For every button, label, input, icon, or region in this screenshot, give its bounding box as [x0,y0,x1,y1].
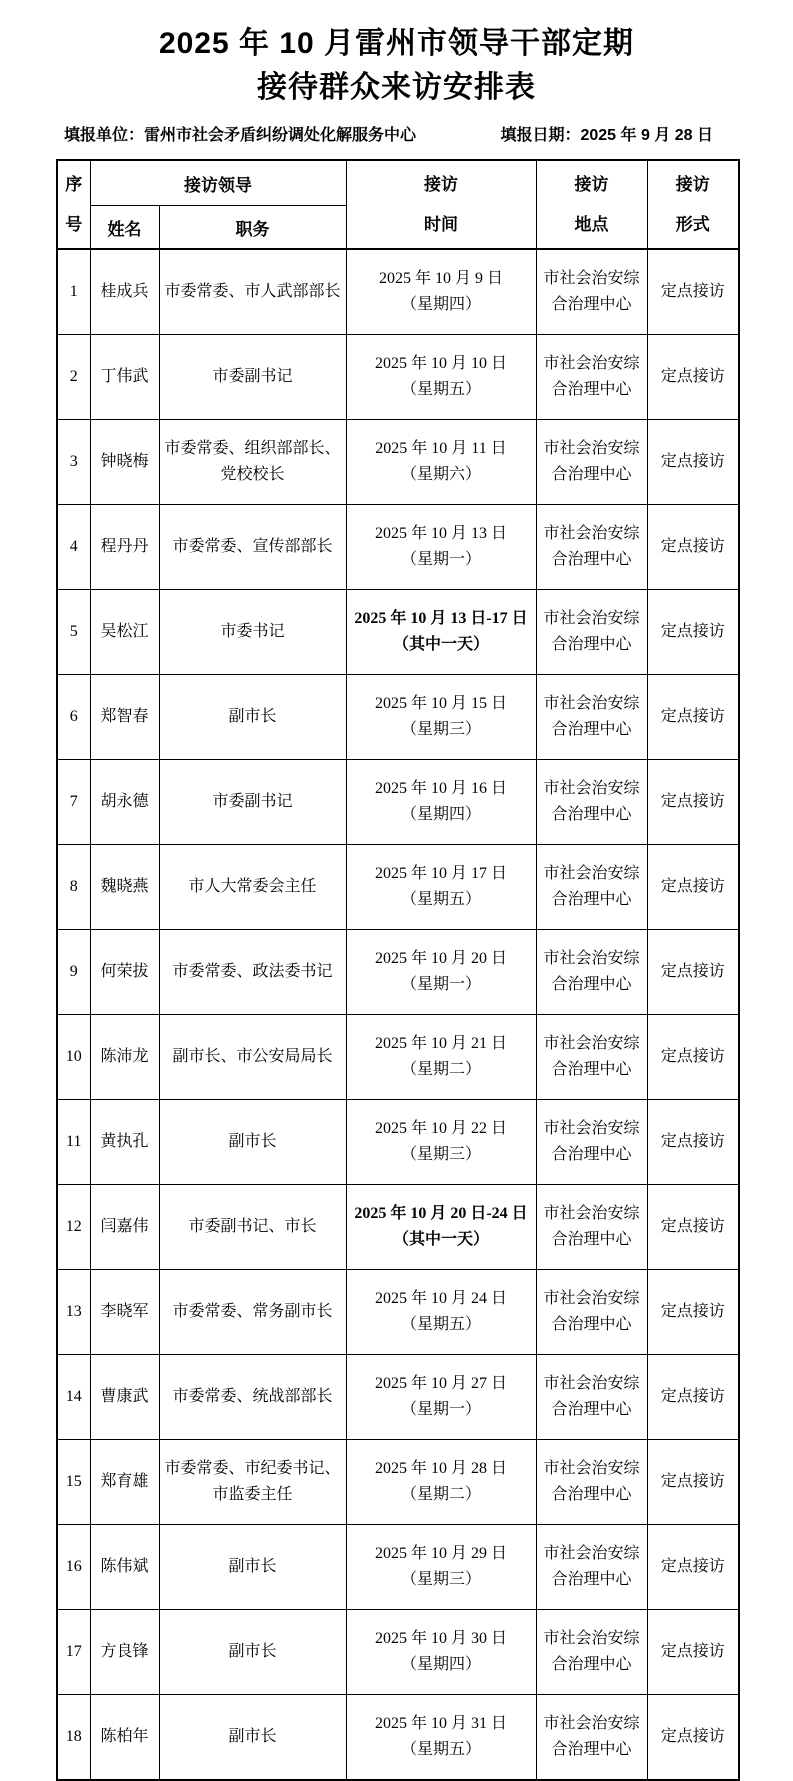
cell-duty: 副市长、市公安局局长 [159,1015,346,1100]
cell-time: 2025 年 10 月 20 日 （星期一） [346,930,536,1015]
cell-name: 钟晓梅 [90,420,159,505]
cell-place: 市社会治安综合治理中心 [536,590,647,675]
cell-form: 定点接访 [647,335,739,420]
cell-name: 陈柏年 [90,1695,159,1781]
header-time [346,160,536,249]
cell-name: 闫嘉伟 [90,1185,159,1270]
cell-time: 2025 年 10 月 13 日-17 日 （其中一天） [346,590,536,675]
cell-seq: 13 [57,1270,90,1355]
cell-form: 定点接访 [647,930,739,1015]
cell-time: 2025 年 10 月 15 日 （星期三） [346,675,536,760]
cell-time: 2025 年 10 月 21 日 （星期二） [346,1015,536,1100]
page-title [0,0,793,110]
page-title-line2: 接待群众来访安排表 [257,71,536,104]
cell-seq: 8 [57,845,90,930]
cell-form: 定点接访 [647,1100,739,1185]
cell-time: 2025 年 10 月 22 日 （星期三） [346,1100,536,1185]
header-seq-line2: 号 [65,214,83,234]
cell-seq: 4 [57,505,90,590]
cell-seq: 5 [57,590,90,675]
table-row [57,1185,739,1270]
cell-time: 2025 年 10 月 13 日 （星期一） [346,505,536,590]
cell-place: 市社会治安综合治理中心 [536,1525,647,1610]
header-name: 姓名 [90,206,159,250]
table-row [57,1695,739,1781]
cell-name: 方良锋 [90,1610,159,1695]
cell-place: 市社会治安综合治理中心 [536,760,647,845]
table-row [57,845,739,930]
cell-duty: 市委常委、统战部部长 [159,1355,346,1440]
table-row [57,590,739,675]
cell-duty: 市委副书记、市长 [159,1185,346,1270]
table-row [57,1610,739,1695]
cell-name: 黄执孔 [90,1100,159,1185]
header-form [647,160,739,249]
cell-place: 市社会治安综合治理中心 [536,675,647,760]
cell-seq: 18 [57,1695,90,1781]
cell-form: 定点接访 [647,1355,739,1440]
cell-duty: 市委副书记 [159,335,346,420]
cell-place: 市社会治安综合治理中心 [536,505,647,590]
table-header [57,160,739,249]
table-row [57,1100,739,1185]
cell-name: 胡永德 [90,760,159,845]
table-row [57,249,739,335]
cell-seq: 7 [57,760,90,845]
cell-form: 定点接访 [647,1440,739,1525]
cell-time: 2025 年 10 月 31 日 （星期五） [346,1695,536,1781]
cell-duty: 副市长 [159,675,346,760]
table-row [57,1440,739,1525]
cell-time: 2025 年 10 月 28 日 （星期二） [346,1440,536,1525]
cell-duty: 市委常委、政法委书记 [159,930,346,1015]
meta-row [64,126,713,146]
cell-seq: 15 [57,1440,90,1525]
cell-place: 市社会治安综合治理中心 [536,1100,647,1185]
cell-time: 2025 年 10 月 16 日 （星期四） [346,760,536,845]
cell-duty: 市委常委、市人武部部长 [159,249,346,335]
cell-name: 郑智春 [90,675,159,760]
cell-name: 李晓军 [90,1270,159,1355]
cell-place: 市社会治安综合治理中心 [536,420,647,505]
cell-name: 魏晓燕 [90,845,159,930]
header-seq [57,160,90,249]
table-row [57,420,739,505]
cell-form: 定点接访 [647,1610,739,1695]
cell-place: 市社会治安综合治理中心 [536,249,647,335]
table-row [57,930,739,1015]
table-row [57,335,739,420]
cell-form: 定点接访 [647,1185,739,1270]
cell-form: 定点接访 [647,420,739,505]
header-place-line2: 地点 [574,214,609,234]
header-form-line1: 接访 [675,174,710,194]
header-form-line2: 形式 [675,214,710,234]
cell-seq: 16 [57,1525,90,1610]
cell-duty: 副市长 [159,1100,346,1185]
cell-time: 2025 年 10 月 17 日 （星期五） [346,845,536,930]
cell-duty: 市委常委、宣传部部长 [159,505,346,590]
cell-place: 市社会治安综合治理中心 [536,845,647,930]
cell-form: 定点接访 [647,249,739,335]
cell-duty: 市委常委、市纪委书记、市监委主任 [159,1440,346,1525]
schedule-table [56,159,740,1781]
cell-time: 2025 年 10 月 11 日 （星期六） [346,420,536,505]
header-place-line1: 接访 [574,174,609,194]
table-row [57,675,739,760]
cell-place: 市社会治安综合治理中心 [536,1440,647,1525]
header-leader-group: 接访领导 [90,160,346,206]
cell-time: 2025 年 10 月 27 日 （星期一） [346,1355,536,1440]
cell-seq: 2 [57,335,90,420]
cell-duty: 市委常委、常务副市长 [159,1270,346,1355]
cell-place: 市社会治安综合治理中心 [536,930,647,1015]
cell-seq: 11 [57,1100,90,1185]
cell-seq: 12 [57,1185,90,1270]
cell-name: 陈伟斌 [90,1525,159,1610]
cell-duty: 副市长 [159,1525,346,1610]
header-duty: 职务 [159,206,346,250]
cell-place: 市社会治安综合治理中心 [536,335,647,420]
cell-form: 定点接访 [647,1270,739,1355]
cell-place: 市社会治安综合治理中心 [536,1355,647,1440]
cell-form: 定点接访 [647,675,739,760]
cell-duty: 市委副书记 [159,760,346,845]
cell-seq: 17 [57,1610,90,1695]
header-seq-line1: 序 [65,174,83,194]
cell-place: 市社会治安综合治理中心 [536,1270,647,1355]
header-place [536,160,647,249]
cell-form: 定点接访 [647,505,739,590]
page-title-line1: 2025 年 10 月雷州市领导干部定期 [158,27,635,60]
cell-name: 程丹丹 [90,505,159,590]
cell-seq: 14 [57,1355,90,1440]
table-row [57,1270,739,1355]
cell-form: 定点接访 [647,1695,739,1781]
cell-duty: 市委书记 [159,590,346,675]
cell-seq: 10 [57,1015,90,1100]
cell-duty: 市委常委、组织部部长、党校校长 [159,420,346,505]
cell-name: 曹康武 [90,1355,159,1440]
cell-name: 吴松江 [90,590,159,675]
reporting-date: 填报日期：2025 年 9 月 28 日 [500,127,713,144]
cell-place: 市社会治安综合治理中心 [536,1610,647,1695]
table-row [57,505,739,590]
cell-name: 丁伟武 [90,335,159,420]
cell-time: 2025 年 10 月 30 日 （星期四） [346,1610,536,1695]
cell-name: 陈沛龙 [90,1015,159,1100]
cell-form: 定点接访 [647,1015,739,1100]
table-body [57,249,739,1780]
table-row [57,1525,739,1610]
header-time-line2: 时间 [424,214,458,234]
cell-form: 定点接访 [647,1525,739,1610]
cell-seq: 3 [57,420,90,505]
header-time-line1: 接访 [424,174,458,194]
cell-time: 2025 年 10 月 20 日-24 日 （其中一天） [346,1185,536,1270]
cell-seq: 9 [57,930,90,1015]
cell-seq: 1 [57,249,90,335]
cell-time: 2025 年 10 月 29 日 （星期三） [346,1525,536,1610]
cell-place: 市社会治安综合治理中心 [536,1015,647,1100]
cell-place: 市社会治安综合治理中心 [536,1695,647,1781]
cell-form: 定点接访 [647,590,739,675]
cell-time: 2025 年 10 月 10 日 （星期五） [346,335,536,420]
cell-time: 2025 年 10 月 24 日 （星期五） [346,1270,536,1355]
cell-name: 桂成兵 [90,249,159,335]
cell-seq: 6 [57,675,90,760]
cell-place: 市社会治安综合治理中心 [536,1185,647,1270]
cell-duty: 副市长 [159,1610,346,1695]
cell-form: 定点接访 [647,845,739,930]
cell-name: 郑育雄 [90,1440,159,1525]
table-row [57,1355,739,1440]
cell-name: 何荣拔 [90,930,159,1015]
table-row [57,760,739,845]
reporting-unit: 填报单位：雷州市社会矛盾纠纷调处化解服务中心 [64,127,417,144]
cell-duty: 副市长 [159,1695,346,1781]
table-row [57,1015,739,1100]
cell-form: 定点接访 [647,760,739,845]
cell-time: 2025 年 10 月 9 日 （星期四） [346,249,536,335]
cell-duty: 市人大常委会主任 [159,845,346,930]
